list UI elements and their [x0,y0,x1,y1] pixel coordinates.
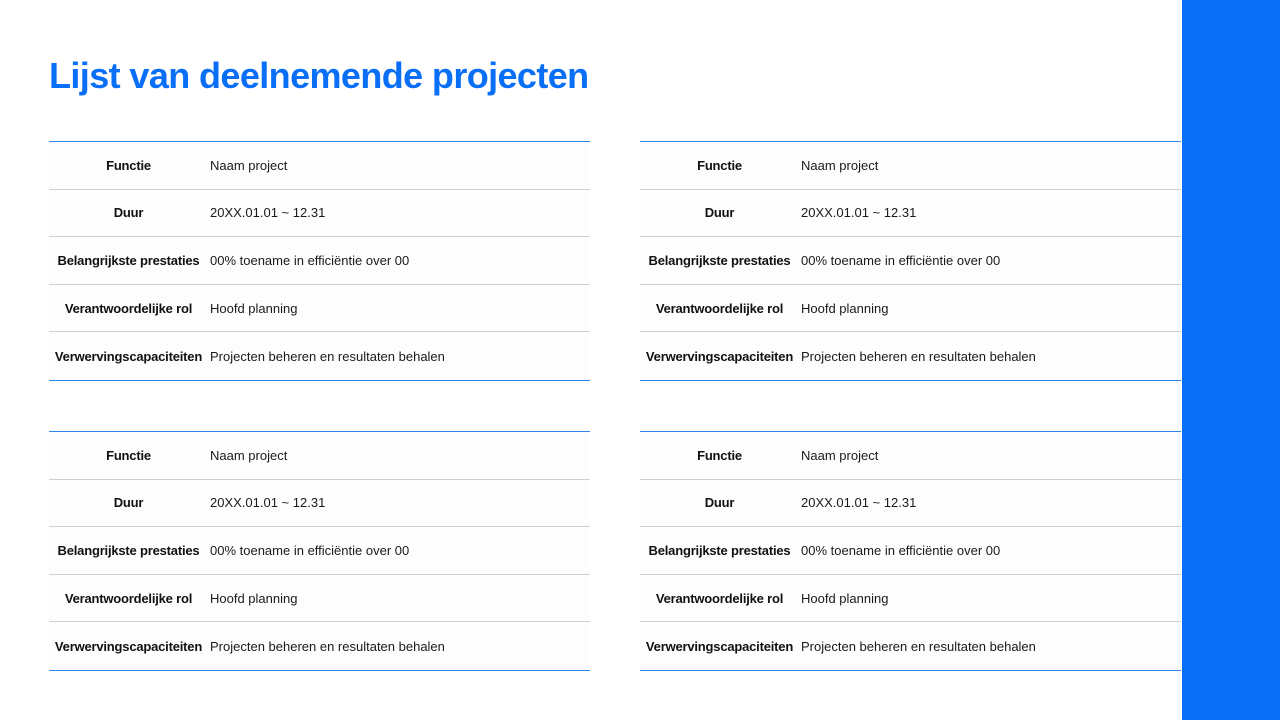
table-row-duur [640,480,1181,528]
row-label: Verwervingscapaciteiten [54,348,203,364]
table-row-prestaties [49,527,590,575]
table-row-rol [640,575,1181,623]
table-row-duur [640,190,1181,238]
table-row-capaciteiten [640,332,1181,380]
project-card [640,431,1181,671]
row-value: Projecten beheren en resultaten behalen [210,638,445,654]
row-label: Verantwoordelijke rol [64,590,193,606]
row-label: Functie [106,157,151,173]
table-row-functie [640,432,1181,480]
row-value: 00% toename in efficiëntie over 00 [210,542,410,558]
table-row-duur [49,190,590,238]
row-value: Projecten beheren en resultaten behalen [801,348,1036,364]
table-row-prestaties [640,237,1181,285]
table-row-rol [640,285,1181,333]
row-label: Verwervingscapaciteiten [645,638,794,654]
table-row-rol [49,575,590,623]
row-label: Duur [113,495,144,511]
row-label: Verantwoordelijke rol [655,300,784,316]
row-label: Functie [697,157,742,173]
row-label: Belangrijkste prestaties [648,252,791,268]
row-value: Naam project [801,447,879,463]
row-value: Projecten beheren en resultaten behalen [801,638,1036,654]
row-label: Verwervingscapaciteiten [645,348,794,364]
row-label: Belangrijkste prestaties [57,252,200,268]
row-value: Hoofd planning [801,590,889,606]
row-value: Hoofd planning [801,300,889,316]
row-value: Naam project [210,447,288,463]
table-row-functie [640,142,1181,190]
row-value: Hoofd planning [210,590,298,606]
project-card [49,431,590,671]
accent-side-bar [1182,0,1280,720]
table-row-capaciteiten [49,332,590,380]
row-label: Verantwoordelijke rol [64,300,193,316]
page-title: Lijst van deelnemende projecten [49,55,589,96]
table-row-prestaties [640,527,1181,575]
row-value: Naam project [210,157,288,173]
row-value: 20XX.01.01 ~ 12.31 [801,495,917,511]
row-value: Naam project [801,157,879,173]
row-label: Belangrijkste prestaties [648,542,791,558]
row-value: 00% toename in efficiëntie over 00 [801,542,1001,558]
row-value: 00% toename in efficiëntie over 00 [210,252,410,268]
project-card [49,141,590,381]
row-label: Belangrijkste prestaties [57,542,200,558]
row-label: Verantwoordelijke rol [655,590,784,606]
table-row-prestaties [49,237,590,285]
row-label: Functie [106,447,151,463]
table-row-capaciteiten [49,622,590,670]
row-label: Duur [704,205,735,221]
row-label: Verwervingscapaciteiten [54,638,203,654]
table-row-capaciteiten [640,622,1181,670]
table-row-duur [49,480,590,528]
row-value: 20XX.01.01 ~ 12.31 [210,495,326,511]
row-value: 20XX.01.01 ~ 12.31 [210,205,326,221]
row-value: 00% toename in efficiëntie over 00 [801,252,1001,268]
table-row-rol [49,285,590,333]
table-row-functie [49,142,590,190]
row-value: Projecten beheren en resultaten behalen [210,348,445,364]
row-label: Duur [113,205,144,221]
project-card [640,141,1181,381]
table-row-functie [49,432,590,480]
row-label: Duur [704,495,735,511]
row-value: Hoofd planning [210,300,298,316]
row-label: Functie [697,447,742,463]
row-value: 20XX.01.01 ~ 12.31 [801,205,917,221]
